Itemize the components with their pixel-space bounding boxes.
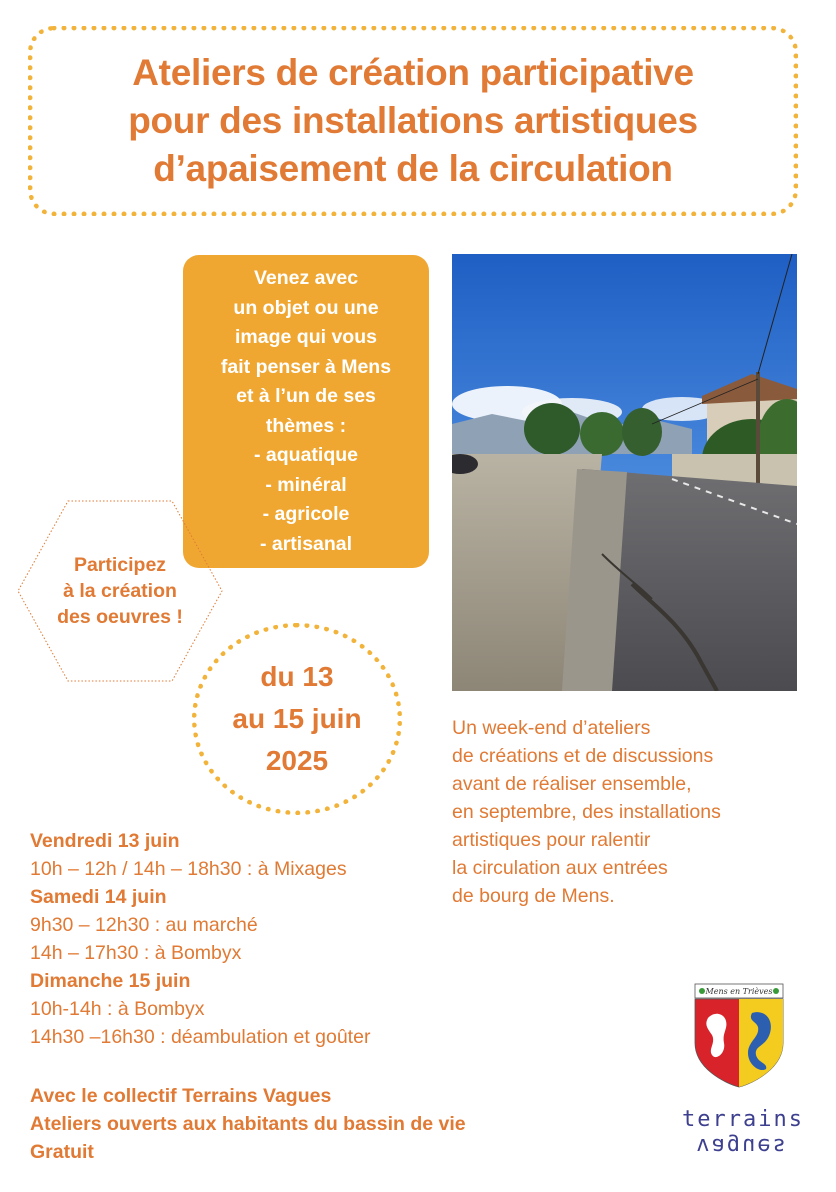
schedule-day-friday: Vendredi 13 juin (30, 830, 180, 852)
object-line-5: et à l’un de ses (236, 385, 376, 407)
schedule-slot: 10h – 12h / 14h – 18h30 : à Mixages (30, 858, 347, 880)
object-line-4: fait penser à Mens (220, 355, 392, 378)
schedule-slot: 14h – 17h30 : à Bombyx (30, 942, 242, 964)
brand-top-text: terrains (682, 1107, 804, 1132)
description-line: de créations et de discussions (452, 745, 714, 767)
footer-collective: Avec le collectif Terrains Vagues (30, 1085, 332, 1107)
description-line: la circulation aux entrées (452, 857, 668, 879)
terrains-vagues-logo (682, 1108, 802, 1158)
theme-agricole: - agricole (262, 503, 350, 525)
date-line-2: au 15 juin (232, 703, 362, 734)
title-line-3: d’apaisement de la circulation (153, 148, 673, 189)
participate-line-2: à la création (63, 580, 177, 602)
theme-aquatique: - aquatique (253, 444, 358, 466)
footer-audience: Ateliers ouverts aux habitants du bassin de vie (30, 1113, 466, 1135)
mens-crest-logo (694, 983, 784, 1088)
object-line-3: image qui vous (235, 326, 377, 348)
schedule (30, 827, 470, 1051)
crest-label: Mens en Trièves (705, 987, 773, 996)
title-box (28, 26, 798, 216)
description-line: artistiques pour ralentir (452, 829, 651, 851)
date-line-1: du 13 (260, 661, 334, 692)
schedule-slot: 14h30 –16h30 : déambulation et goûter (30, 1026, 371, 1048)
description-line: Un week-end d’ateliers (452, 717, 651, 739)
schedule-day-saturday: Samedi 14 juin (30, 886, 167, 908)
description (452, 714, 812, 910)
participate-callout (16, 499, 224, 683)
object-line-1: Venez avec (253, 267, 359, 289)
theme-mineral: - minéral (265, 473, 347, 496)
description-line: en septembre, des installations (452, 801, 721, 823)
object-line-6: thèmes : (265, 414, 347, 437)
schedule-day-sunday: Dimanche 15 juin (30, 970, 191, 992)
title-line-2: pour des installations artistiques (128, 100, 698, 141)
description-line: de bourg de Mens. (452, 885, 615, 907)
description-line: avant de réaliser ensemble, (452, 773, 692, 795)
schedule-slot: 10h-14h : à Bombyx (30, 998, 205, 1020)
date-line-3: 2025 (265, 745, 329, 776)
footer-price: Gratuit (30, 1141, 94, 1163)
brand-bottom-text: vagues (696, 1133, 788, 1158)
footer-info (30, 1082, 590, 1166)
theme-artisanal: - artisanal (259, 532, 353, 555)
road-photo (452, 254, 797, 691)
date-circle (192, 623, 402, 815)
object-line-2: un objet ou une (233, 296, 379, 319)
schedule-slot: 9h30 – 12h30 : au marché (30, 914, 258, 936)
title-line-1: Ateliers de création participative (132, 52, 694, 93)
participate-line-3: des oeuvres ! (57, 606, 183, 628)
participate-line-1: Participez (73, 554, 167, 576)
